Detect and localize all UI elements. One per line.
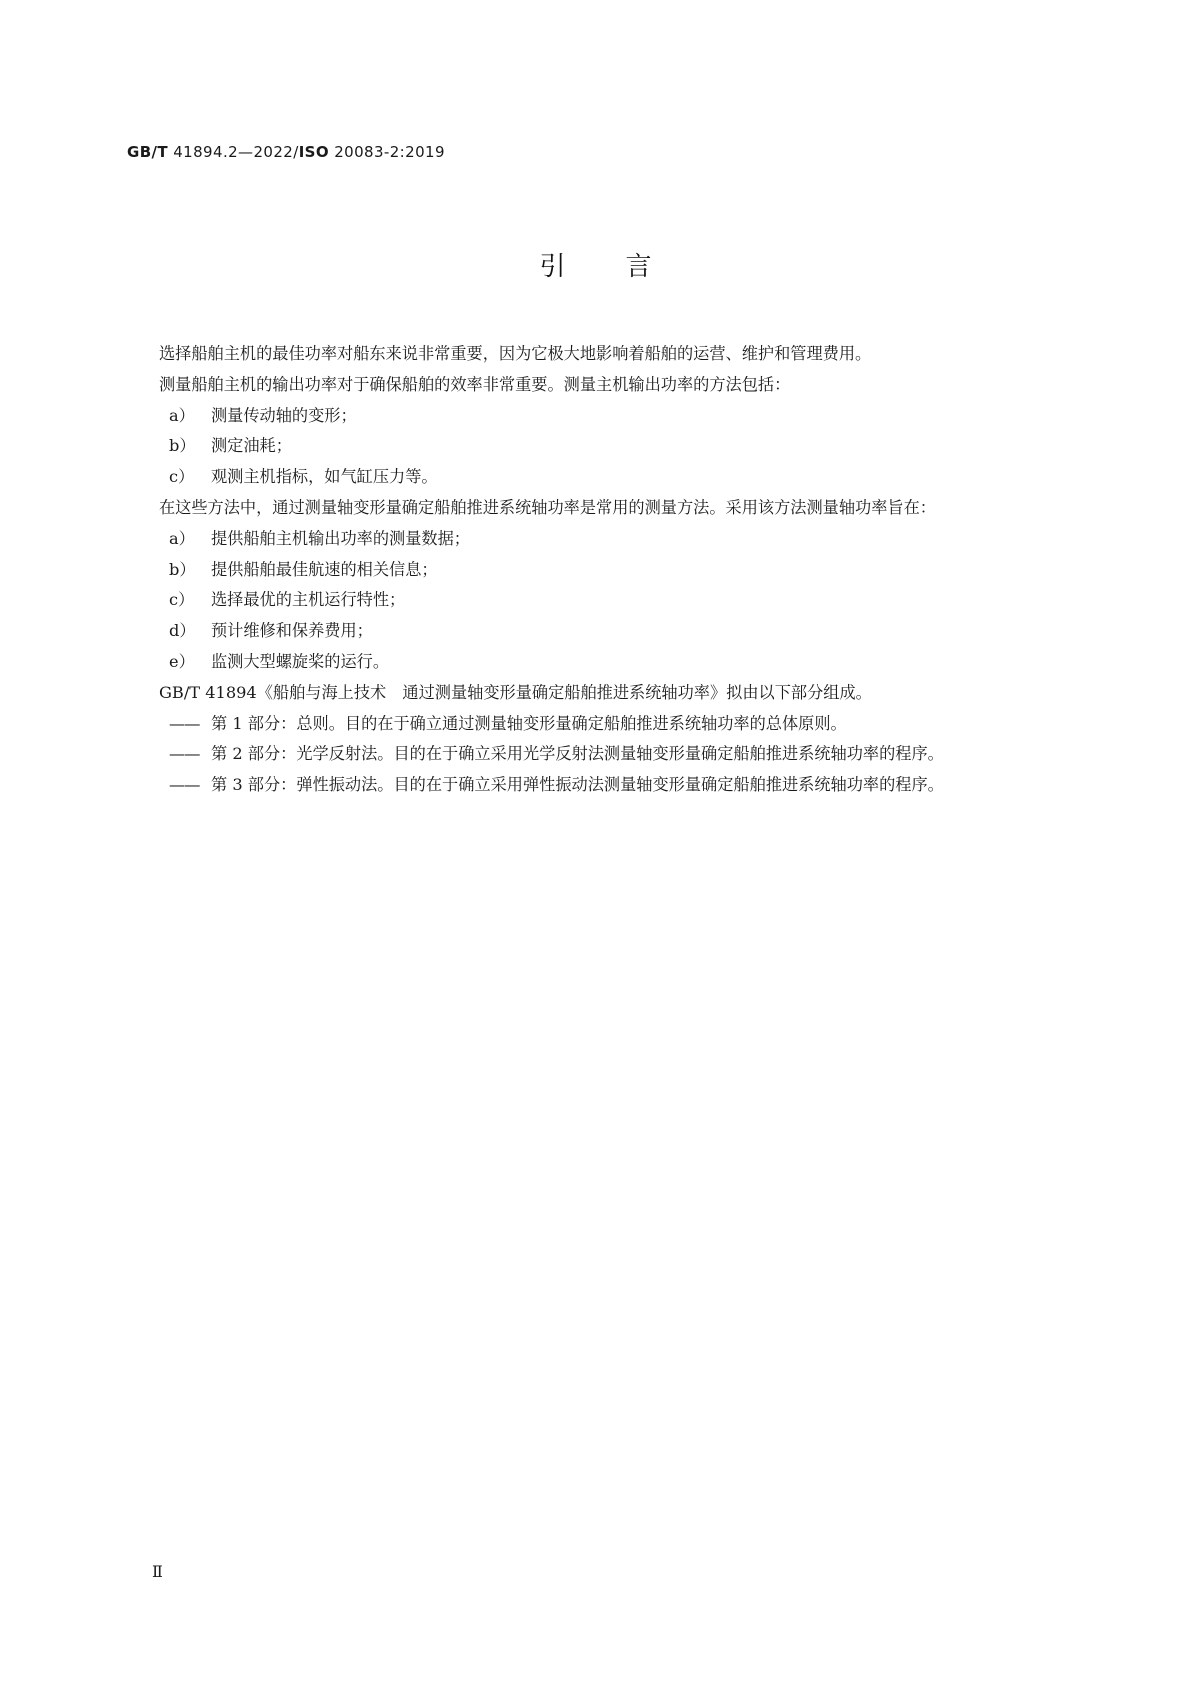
part-dash: —— <box>169 775 200 795</box>
list-item <box>127 647 1059 678</box>
paragraph-2: 测量船舶主机的输出功率对于确保船舶的效率非常重要。测量主机输出功率的方法包括： <box>159 374 791 394</box>
list-item-text: 测量传动轴的变形； <box>211 405 357 425</box>
part-dash: —— <box>169 713 200 733</box>
list-item <box>127 431 1059 462</box>
page-number: Ⅱ <box>152 1562 163 1581</box>
code-iso: ISO <box>298 143 330 161</box>
list-item-text: 测定油耗； <box>211 436 292 456</box>
list-marker: c） <box>169 590 195 610</box>
list-item-text: 观测主机指标，如气缸压力等。 <box>211 467 438 487</box>
list-item-text: 监测大型螺旋桨的运行。 <box>211 651 390 671</box>
list-item <box>127 585 1059 616</box>
part-text: 第 3 部分：弹性振动法。目的在于确立采用弹性振动法测量轴变形量确定船舶推进系统轴功率的程序。 <box>211 775 944 795</box>
list-item-text: 提供船舶最佳航速的相关信息； <box>211 559 438 579</box>
list-item-text: 提供船舶主机输出功率的测量数据； <box>211 528 470 548</box>
list-item-text: 预计维修和保养费用； <box>211 621 373 641</box>
list-marker: a） <box>169 528 195 548</box>
code-suffix: 20083-2:2019 <box>329 143 445 161</box>
list-marker: e） <box>169 651 195 671</box>
code-prefix: GB/T <box>127 143 169 161</box>
paragraph-1: 选择船舶主机的最佳功率对船东来说非常重要，因为它极大地影响着船舶的运营、维护和管理费用。 <box>159 344 872 363</box>
part-dash: —— <box>169 744 200 764</box>
list-item <box>127 616 1059 647</box>
purpose-list <box>127 524 1059 678</box>
list-marker: c） <box>169 467 195 487</box>
part-item <box>127 709 1059 740</box>
document-code <box>127 143 445 161</box>
part-item <box>127 739 1059 770</box>
part-text: 第 2 部分：光学反射法。目的在于确立采用光学反射法测量轴变形量确定船舶推进系统轴功率的程序。 <box>211 744 944 764</box>
list-marker: b） <box>169 559 196 579</box>
list-marker: b） <box>169 436 196 456</box>
method-list <box>127 401 1059 493</box>
list-item <box>127 401 1059 432</box>
list-item-text: 选择最优的主机运行特性； <box>211 590 406 610</box>
list-marker: d） <box>169 621 196 641</box>
list-item <box>127 555 1059 586</box>
paragraph-3: 在这些方法中，通过测量轴变形量确定船舶推进系统轴功率是常用的测量方法。采用该方法测量轴功率旨在： <box>159 497 936 517</box>
code-main: 41894.2—2022/ <box>168 143 299 161</box>
list-marker: a） <box>169 405 195 425</box>
parts-list <box>127 709 1059 801</box>
document-body <box>127 339 1059 801</box>
paragraph-4: GB/T 41894《船舶与海上技术 通过测量轴变形量确定船舶推进系统轴功率》拟由以下部分组成。 <box>159 682 872 702</box>
part-item <box>127 770 1059 801</box>
list-item <box>127 462 1059 493</box>
part-text: 第 1 部分：总则。目的在于确立通过测量轴变形量确定船舶推进系统轴功率的总体原则。 <box>211 713 847 733</box>
list-item <box>127 524 1059 555</box>
page-title: 引言 <box>539 252 712 282</box>
